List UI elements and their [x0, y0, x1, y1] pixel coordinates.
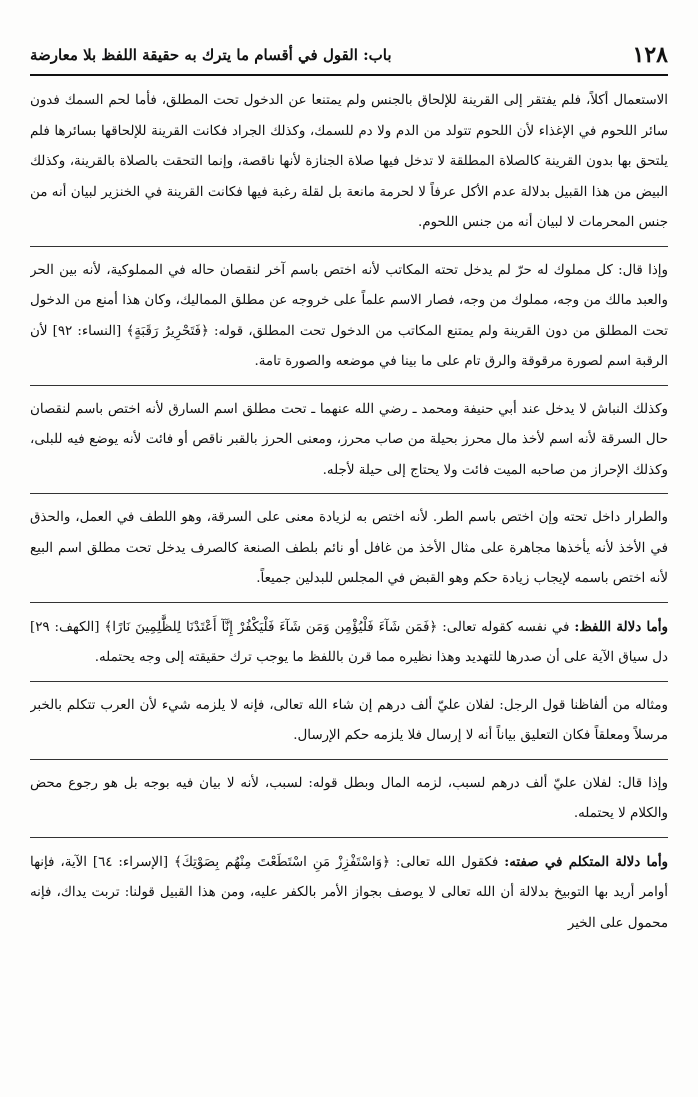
page-body — [30, 86, 668, 1079]
paragraph-divider — [30, 759, 668, 760]
paragraph-divider — [30, 246, 668, 247]
paragraph-lead: وأما دلالة المتكلم في صفته: — [504, 853, 668, 870]
paragraph — [30, 256, 668, 378]
paragraph — [30, 769, 668, 830]
paragraph-lead: وأما دلالة اللفظ: — [574, 618, 668, 635]
page-number: ١٢٨ — [632, 42, 668, 68]
paragraph-text: في نفسه كقوله تعالى: ﴿فَمَن شَآءَ فَلْيُؤْمِن وَمَن شَآءَ فَلْيَكْفُرْ إِنَّآ أَعْتَدْنَا لِلظَّٰلِمِينَ نَارًا﴾ [الكهف: ٢٩] دل سياق الآية على أن صدرها للتهديد وهذا نظيره مما قرن باللفظ ما يوجب ترك حقيقته إلى وجه يحتمله. — [30, 619, 668, 665]
paragraph-divider — [30, 385, 668, 386]
paragraph-divider — [30, 493, 668, 494]
paragraph-text: والطرار داخل تحته وإن اختص باسم الطر. لأنه اختص به لزيادة معنى على السرقة، وهو اللطف في العمل، والحذق في الأخذ لأنه يأخذها مجاهرة على مثال الأخذ من غافل أو نائم بلطف الصنعة كالصرف يدخل تحت مطلق اسم البيع لأنه اختص باسمه لإيجاب زيادة حكم وهو القبض في المجلس للبدلين جميعاً. — [30, 510, 668, 586]
paragraph-text: وكذلك النباش لا يدخل عند أبي حنيفة ومحمد ـ رضي الله عنهما ـ تحت مطلق اسم السارق لأنه اختص باسم لنقصان حال السرقة لأنه اسم لأخذ مال محرز بحيلة من صاب محرز، ومعنى الحرز بالقبر ناقص أو فائت لأنه يوضع فيه للبلى، وكذلك الإحراز من صاحبه الميت فائت ولا يحتاج إلى حيلة لأجله. — [30, 401, 668, 478]
header-rule — [30, 74, 668, 76]
paragraph-divider — [30, 681, 668, 682]
paragraph-text: وإذا قال: كل مملوك له حرّ لم يدخل تحته المكاتب لأنه اختص باسم آخر لنقصان حاله في المملوكية، لأنه بين الحر والعبد مالك من وجه، مملوك من وجه، فصار الاسم علماً على خروجه عن مطلق المماليك، وكان هذا أمنع من الدخول تحت المطلق من دون القرينة ولم يمتنع المكاتب من الدخول تحت المطلق، قوله: ﴿فَتَحْرِيرُ رَقَبَةٍ﴾ [النساء: ٩٢] لأن الرقبة اسم لصورة مرقوقة والرق تام على ما بينا في موضعه والصورة تامة. — [30, 262, 668, 369]
paragraph — [30, 612, 668, 674]
paragraph-text: فكقول الله تعالى: ﴿وَاسْتَفْزِزْ مَنِ اسْتَطَعْتَ مِنْهُم بِصَوْتِكَ﴾ [الإسراء: ٦٤] الآية، فإنها أوامر أريد بها التوبيخ بدلالة أن الله تعالى لا يوصف بجواز الأمر بالكفر عليه، ومن هذا القبيل قولنا: تربت يداك، فإنه محمول على الخير — [30, 854, 668, 931]
chapter-title: باب: القول في أقسام ما يترك به حقيقة اللفظ بلا معارضة — [30, 46, 392, 64]
paragraph — [30, 395, 668, 487]
paragraph-text: الاستعمال أكلاً، فلم يفتقر إلى القرينة للإلحاق بالجنس ولم يمتنعا عن الدخول تحت المطلق، فأما لحم السمك فدون سائر اللحوم في الإغذاء لأن اللحوم تتولد من الدم ولا دم للسمك، وكذلك الجراد فكانت القرينة للإلحاقها بسائرها فلم يلتحق بها بدون القرينة كالصلاة المطلقة لا تدخل فيها صلاة الجنازة لأنها ناقصة، وإنما التحقت بالصلاة بالقرينة، وكذلك البيض من هذا القبيل بدلالة عدم الأكل عرفاً لا لحرمة مانعة بل لقلة رغبة فيها فكانت القرينة في الخنزير لبيان أنه من جنس المحرمات لا لبيان أنه من جنس اللحوم. — [30, 93, 668, 230]
paragraph — [30, 691, 668, 752]
page-header — [30, 38, 668, 72]
paragraph — [30, 847, 668, 940]
paragraph-divider — [30, 602, 668, 603]
paragraph-text: وإذا قال: لفلان عليّ ألف درهم لسبب، لزمه المال وبطل قوله: لسبب، لأنه لا بيان فيه بوجه بل هو رجوع محض والكلام لا يحتمله. — [30, 775, 668, 821]
paragraph — [30, 86, 668, 239]
paragraph-divider — [30, 837, 668, 838]
paragraph — [30, 503, 668, 595]
paragraph-text: ومثاله من ألفاظنا قول الرجل: لفلان عليّ ألف درهم إن شاء الله تعالى، فإنه لا يلزمه شيء لأن العرب تتكلم بالخبر مرسلاً ومعلقاً فكان التعليق بياناً أنه لا إرسال فلا يلزمه حكم الإرسال. — [30, 697, 668, 743]
